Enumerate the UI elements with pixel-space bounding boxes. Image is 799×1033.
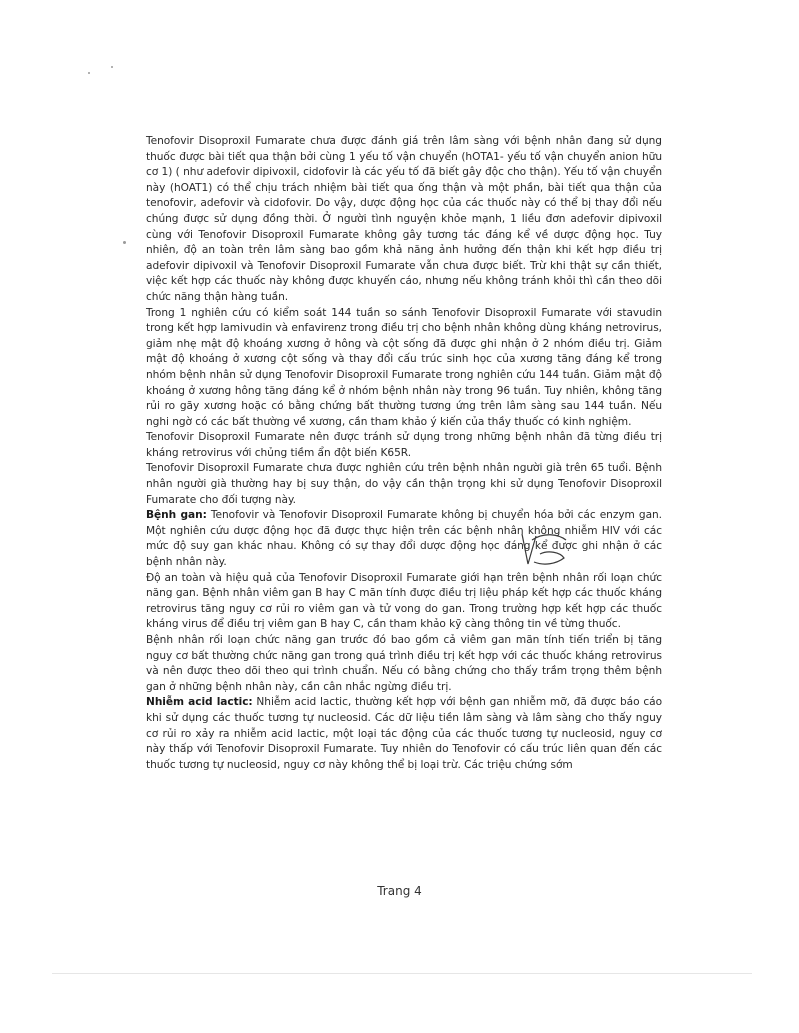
scan-edge-line	[52, 973, 752, 974]
paragraph-lactic-acidosis-text: Nhiễm acid lactic, thường kết hợp với bệnh gan nhiễm mỡ, đã được báo cáo khi sử dụng các thuốc tương tự nucleosid. Các dữ liệu tiền lâm sàng và lâm sàng cho thấy nguy cơ rủi ro xảy ra nhiễm acid lactic, một loại tác động của các thuốc tương tự nucleosid, nguy cơ này thấp với Tenofovir Disoproxil Fumarate. Tuy nhiên do Tenofovir có cấu trúc liên quan đến các thuốc tương tự nucleosid, nguy cơ này không thể bị loại trừ. Các triệu chứng sớm	[146, 696, 662, 771]
paragraph-renal-transport: Tenofovir Disoproxil Fumarate chưa được đánh giá trên lâm sàng với bệnh nhân đang sử dụng thuốc được bài tiết qua thận bởi cùng 1 yếu tố vận chuyển (hOTA1- yếu tố vận chuyển anion hữu cơ 1) ( như adefovir dipivoxil, cidofovir là các yếu tố đã biết gây độc cho thận). Yếu tố vận chuyển này (hOAT1) có thể chịu trách nhiệm bài tiết qua ống thận và một phần, bài tiết qua thận của tenofovir, adefovir và cidofovir. Do vậy, dược động học của các thuốc này có thể bị thay đổi nếu chúng được sử dụng đồng thời. Ở người tình nguyện khỏe mạnh, 1 liều đơn adefovir dipivoxil cùng với Tenofovir Disoproxil Fumarate không gây tương tác đáng kể về dược động học. Tuy nhiên, độ an toàn trên lâm sàng bao gồm khả năng ảnh hưởng đến thận khi kết hợp điều trị adefovir dipivoxil và Tenofovir Disoproxil Fumarate vẫn chưa được biết. Trừ khi thật sự cần thiết, việc kết hợp các thuốc này không được khuyến cáo, nhưng nếu không tránh khỏi thì cần theo dõi chức năng thận hàng tuần.	[146, 135, 662, 303]
paragraph-liver-disease	[146, 508, 662, 570]
paragraph-elderly: Tenofovir Disoproxil Fumarate chưa được nghiên cứu trên bệnh nhân người già trên 65 tuổi. Bệnh nhân người già thường hay bị suy thận, do vậy cần thận trọng khi sử dụng Tenofovir Disoproxil Fumarate cho đối tượng này.	[146, 462, 662, 506]
heading-lactic-acidosis: Nhiễm acid lactic:	[146, 696, 253, 709]
paragraph-liver-safety: Độ an toàn và hiệu quả của Tenofovir Disoproxil Fumarate giới hạn trên bệnh nhân rối loạn chức năng gan. Bệnh nhân viêm gan B hay C mãn tính được điều trị liệu pháp kết hợp các thuốc kháng retrovirus tăng nguy cơ rủi ro viêm gan và tử vong do gan. Trong trường hợp kết hợp các thuốc kháng virus để điều trị viêm gan B hay C, cần tham khảo kỹ càng thông tin về từng thuốc.	[146, 571, 662, 631]
paragraph-k65r: Tenofovir Disoproxil Fumarate nên được tránh sử dụng trong những bệnh nhân đã từng điều trị kháng retrovirus với chủng tiềm ẩn đột biến K65R.	[146, 431, 662, 459]
scan-speck	[123, 241, 126, 244]
heading-liver-disease: Bệnh gan:	[146, 509, 207, 522]
paragraph-bone-density: Trong 1 nghiên cứu có kiểm soát 144 tuần so sánh Tenofovir Disoproxil Fumarate với stavudin trong kết hợp lamivudin và enfavirenz trong điều trị cho bệnh nhân không dùng kháng netrovirus, giảm nhẹ mật độ khoáng xương ở hông và cột sống đã được ghi nhận ở 2 nhóm điều trị. Giảm mật độ khoáng ở xương cột sống và thay đổi cấu trúc sinh học của xương tăng đáng kể trong nhóm bệnh nhân sử dụng Tenofovir Disoproxil Fumarate trong nghiên cứu 144 tuần. Giảm mật độ khoáng ở xương hông tăng đáng kể ở nhóm bệnh nhân này trong 96 tuần. Tuy nhiên, không tăng rủi ro gãy xương hoặc có bằng chứng bất thường tương ứng trên lâm sàng sau 144 tuần. Nếu nghi ngờ có các bất thường về xương, cần tham khảo ý kiến của thầy thuốc có kinh nghiệm.	[146, 306, 662, 428]
paragraph-liver-dysfunction: Bệnh nhân rối loạn chức năng gan trước đó bao gồm cả viêm gan mãn tính tiến triển bị tăng nguy cơ bất thường chức năng gan trong quá trình điều trị kết hợp với các thuốc kháng retrovirus và nên được theo dõi theo qui trình chuẩn. Nếu có bằng chứng cho thấy trầm trọng thêm bệnh gan ở những bệnh nhân này, cần cân nhắc ngừng điều trị.	[146, 634, 662, 693]
body-text	[146, 134, 662, 773]
handwritten-signature-mark	[514, 530, 574, 572]
scan-speck	[88, 72, 90, 74]
page-number: Trang 4	[377, 884, 422, 898]
paragraph-lactic-acidosis	[146, 695, 662, 773]
paragraph-liver-disease-text: Tenofovir và Tenofovir Disoproxil Fumarate không bị chuyển hóa bởi các enzym gan. Một nghiên cứu dược động học đã được thực hiện trên các bệnh nhân không nhiễm HIV với các mức độ suy gan khác nhau. Không có sự thay đổi dược động học đáng kể được ghi nhận ở các bệnh nhân này.	[146, 509, 662, 569]
scan-speck	[111, 66, 113, 68]
